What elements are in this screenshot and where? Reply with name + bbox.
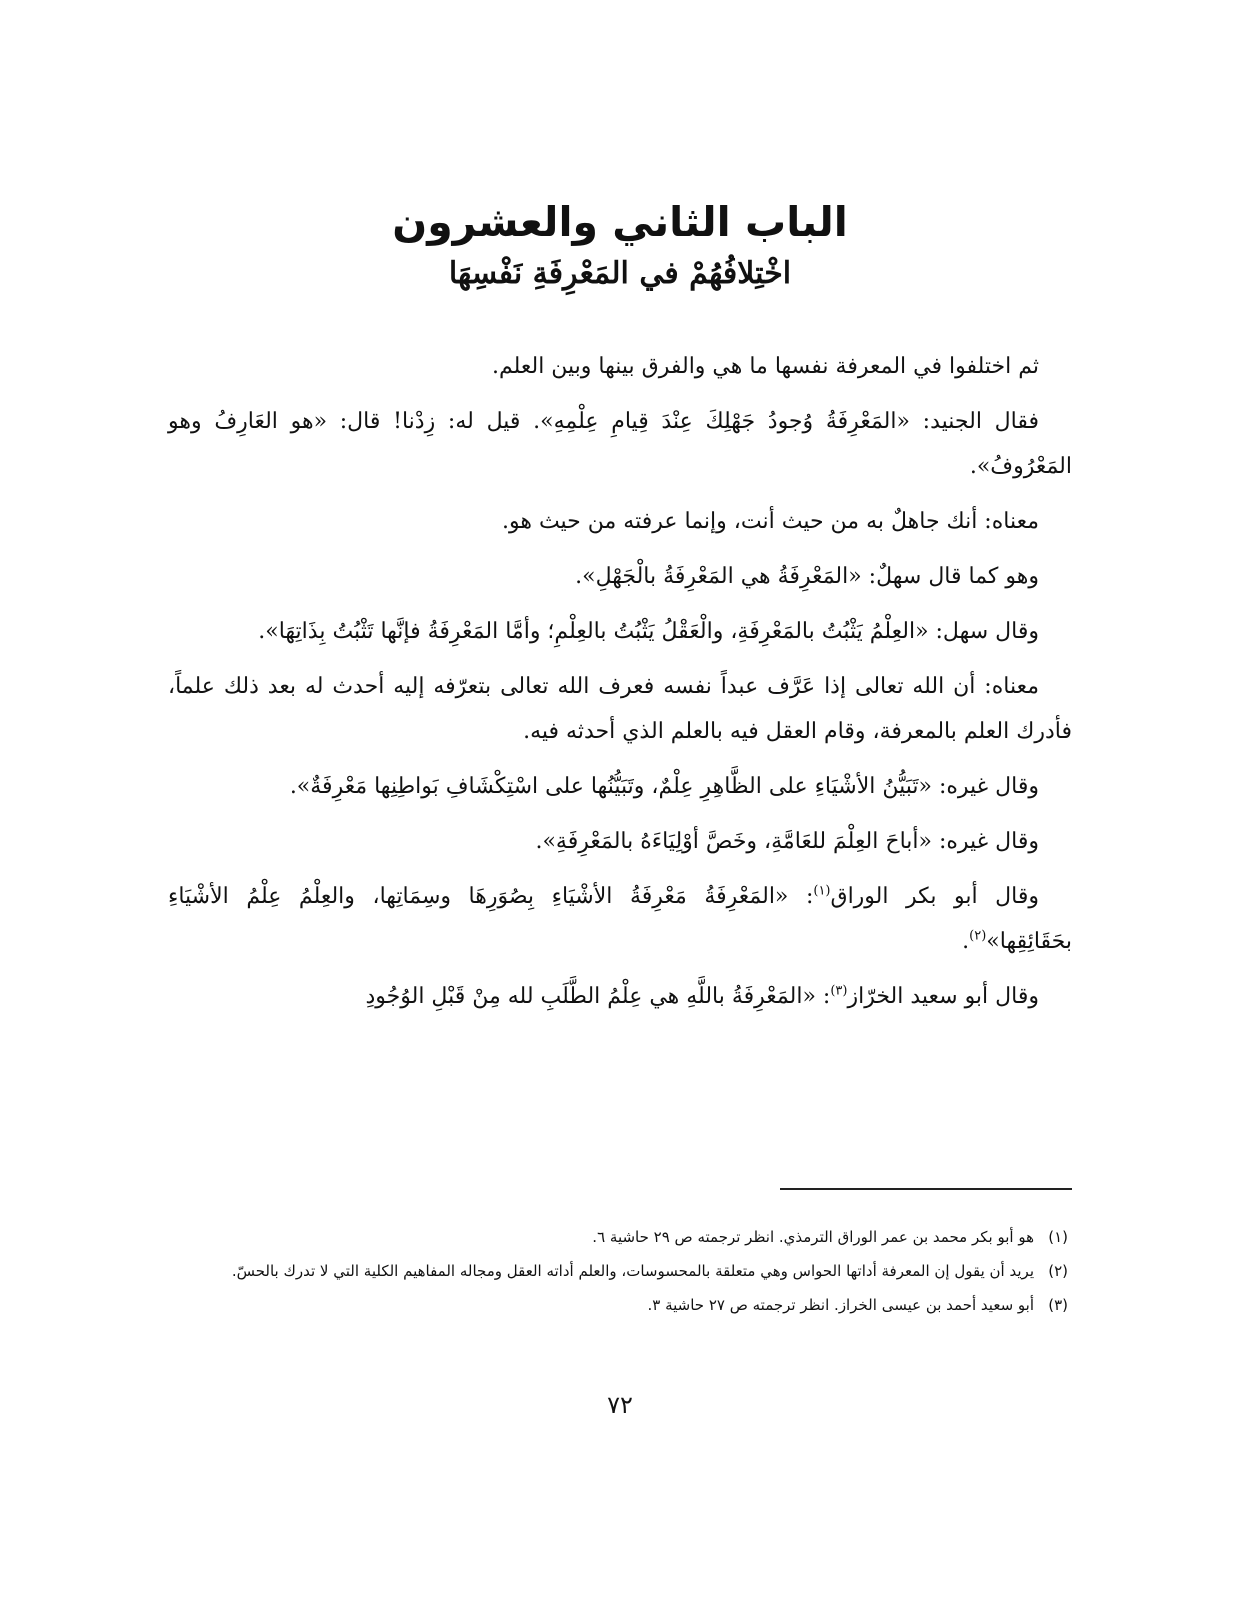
paragraph-text: : «المَعْرِفَةُ باللَّهِ هي عِلْمُ الطَّلَبِ لله مِنْ قَبْلِ الوُجُودِ: [365, 984, 831, 1009]
paragraph-text: .: [962, 929, 970, 954]
footnotes: [168, 1222, 1068, 1324]
page-number: ٧٢: [607, 1391, 633, 1419]
paragraph: وقال غيره: «أباحَ العِلْمَ للعَامَّةِ، وخَصَّ أوْلِيَاءَهُ بالمَعْرِفَةِ».: [535, 829, 1039, 854]
footnote-number: (٣): [1048, 1296, 1068, 1314]
paragraph: وهو كما قال سهلٌ: «المَعْرِفَةُ هي المَعْرِفَةُ بالْجَهْلِ».: [575, 564, 1039, 589]
paragraph: ثم اختلفوا في المعرفة نفسها ما هي والفرق بينها وبين العلم.: [491, 354, 1039, 379]
paragraph: [168, 974, 1072, 1019]
paragraph: معناه: أنك جاهلٌ به من حيث أنت، وإنما عرفته من حيث هو.: [501, 509, 1039, 534]
footnote-number: (٢): [1048, 1262, 1068, 1280]
footnote-text: هو أبو بكر محمد بن عمر الوراق الترمذي. انظر ترجمته ص ٢٩ حاشية ٦.: [592, 1228, 1034, 1246]
paragraph: معناه: أن الله تعالى إذا عَرَّف عبداً نفسه فعرف الله تعالى بتعرّفه إليه أحدث له بعد ذلك علماً، فأدرك العلم بالمعرفة، وقام العقل فيه بالعلم الذي أحدثه فيه.: [168, 674, 1072, 744]
footnote: [168, 1222, 1068, 1252]
footnote-ref[interactable]: (١): [813, 883, 831, 899]
footnote-divider: [780, 1188, 1072, 1190]
body-text: [168, 344, 1072, 1029]
footnote: [168, 1290, 1068, 1320]
chapter-title: الباب الثاني والعشرون: [392, 198, 848, 246]
footnote-text: أبو سعيد أحمد بن عيسى الخراز. انظر ترجمته ص ٢٧ حاشية ٣.: [647, 1296, 1034, 1314]
footnote-text: يريد أن يقول إن المعرفة أداتها الحواس وهي متعلقة بالمحسوسات، والعلم أداته العقل ومجاله المفاهيم الكلية التي لا تدرك بالحسّ.: [231, 1262, 1034, 1280]
paragraph: وقال سهل: «العِلْمُ يَثْبُتُ بالمَعْرِفَةِ، والْعَقْلُ يَثْبُتُ بالعِلْمِ؛ وأمَّا المَعْرِفَةُ فإنَّها تَثْبُتُ بِذَاتِهَا».: [258, 619, 1039, 644]
footnote: [168, 1256, 1068, 1286]
paragraph-text: : «المَعْرِفَةُ مَعْرِفَةُ الأشْيَاءِ بِصُوَرِهَا وسِمَاتِها، والعِلْمُ عِلْمُ الأشْيَاءِ بحَقَائِقِها»: [168, 884, 1072, 954]
paragraph: [168, 874, 1072, 964]
paragraph-text: وقال أبو سعيد الخرّاز: [847, 984, 1039, 1009]
paragraph: وقال غيره: «تَبَيُّنُ الأشْيَاءِ على الظَّاهِرِ عِلْمٌ، وتَبَيُّنُها على اسْتِكْشَافِ بَواطِنِها مَعْرِفَةٌ».: [289, 774, 1039, 799]
footnote-ref[interactable]: (٣): [830, 983, 848, 999]
chapter-subtitle: اخْتِلافُهُمْ في المَعْرِفَةِ نَفْسِهَا: [448, 256, 792, 291]
footnote-number: (١): [1048, 1228, 1068, 1246]
paragraph: فقال الجنيد: «المَعْرِفَةُ وُجودُ جَهْلِكَ عِنْدَ قِيامِ عِلْمِهِ». قيل له: زِدْنا! قال: «هو العَارِفُ وهو المَعْرُوفُ».: [168, 409, 1072, 479]
paragraph-text: وقال أبو بكر الوراق: [830, 884, 1039, 909]
footnote-ref[interactable]: (٢): [969, 928, 987, 944]
